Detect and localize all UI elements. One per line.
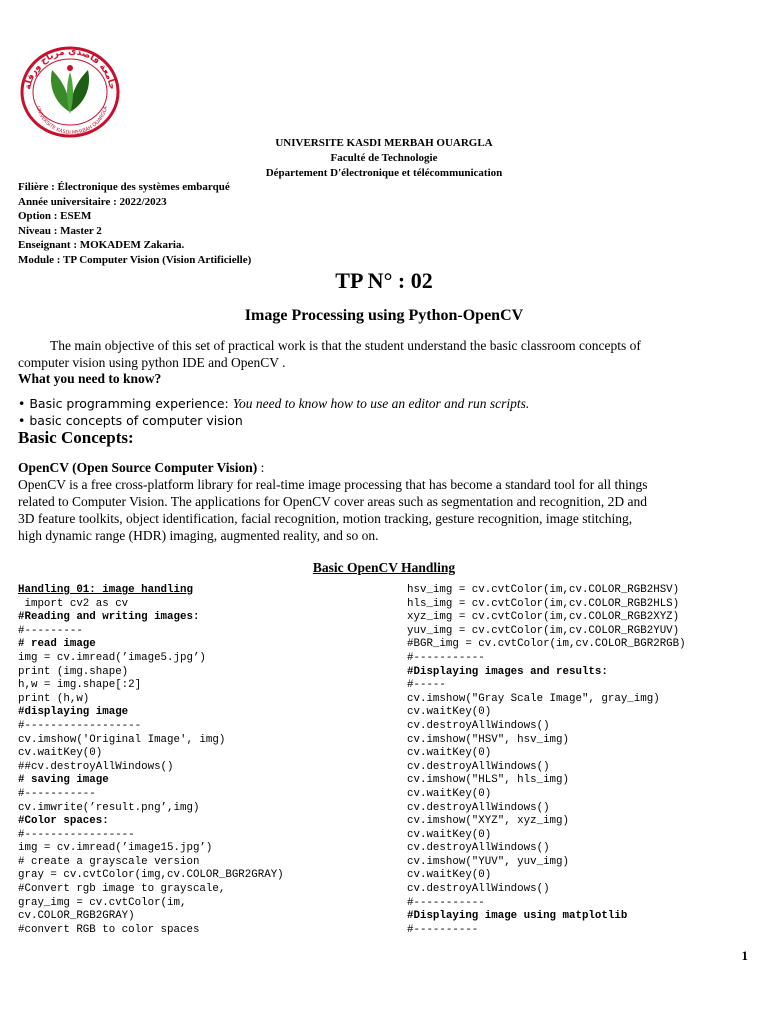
opencv-label: OpenCV (Open Source Computer Vision) [18,460,258,475]
course-info [18,180,251,267]
opencv-colon: : [257,460,265,475]
code-line: cv.waitKey(0) [407,706,492,719]
code-line: #----------- [18,787,96,800]
code-line: #----- [407,679,446,692]
document-title: TP N° : 02 [335,268,433,293]
code-line: yuv_img = cv.cvtColor(im,cv.COLOR_RGB2YUV) [407,624,680,637]
code-line: cv.imshow("HSV", hsv_img) [407,733,569,746]
bullet-item [18,396,529,412]
code-line: cv.waitKey(0) [407,747,492,760]
document-subtitle: Image Processing using Python-OpenCV [244,307,524,324]
university-logo [16,40,124,140]
university-name: UNIVERSITE KASDI MERBAH OUARGLA [275,137,493,149]
info-line: Niveau : Master 2 [18,224,102,237]
code-line: cv.COLOR_RGB2GRAY) [18,910,135,923]
code-line: cv.destroyAllWindows() [407,842,550,855]
info-line: Filière : Électronique des systèmes embarqué [18,181,230,193]
code-line: #----------------- [18,828,135,841]
code-line: #convert RGB to color spaces [18,923,200,936]
intro-line: computer vision using python IDE and OpenCV . [18,355,286,370]
opencv-line: high dynamic range (HDR) imaging, augmented reality, and so on. [18,528,379,543]
code-line: # read image [18,638,96,651]
code-line: import cv2 as cv [18,597,129,610]
code-line: hsv_img = cv.cvtColor(im,cv.COLOR_RGB2HSV) [407,584,680,596]
header [0,136,768,181]
code-line: #BGR_img = cv.cvtColor(im,cv.COLOR_BGR2RGB) [407,638,686,651]
info-line: Module : TP Computer Vision (Vision Artificielle) [18,253,252,266]
code-line: cv.imshow("YUV", yuv_img) [407,855,569,868]
bullet-lead: • Basic programming experience: [18,396,233,411]
code-line: cv.imshow('Original Image', img) [18,733,226,746]
section-title-text: Basic OpenCV Handling [312,560,456,575]
code-line: cv.waitKey(0) [18,747,103,760]
code-line: cv.destroyAllWindows() [407,801,550,814]
code-line: gray = cv.cvtColor(img,cv.COLOR_BGR2GRAY) [18,869,284,882]
code-column-right [407,584,686,937]
svg-text:UNIVERSITE KASDI MERBAH OUARGL: UNIVERSITE KASDI MERBAH OUARGLA [34,105,110,137]
department-name: Département D'électronique et télécommunication [265,167,503,179]
code-line: xyz_img = cv.cvtColor(im,cv.COLOR_RGB2XYZ) [407,611,680,624]
bullet-item [18,413,243,428]
code-line: #Displaying image using matplotlib [407,910,628,923]
code-line: #Color spaces: [18,815,109,828]
page-number: 1 [741,948,748,963]
code-line: #------------------ [18,719,142,732]
code-line: #Convert rgb image to grayscale, [18,883,226,896]
code-line: img = cv.imread(’image15.jpg’) [18,842,213,855]
code-line: cv.imshow("HLS", hls_img) [407,774,569,787]
faculty-name: Faculté de Technologie [330,152,438,164]
info-line: Option : ESEM [18,210,92,222]
code-line: hls_img = cv.cvtColor(im,cv.COLOR_RGB2HLS) [407,597,680,610]
code-line: cv.destroyAllWindows() [407,883,550,896]
code-line: cv.waitKey(0) [407,828,492,841]
basic-concepts-heading: Basic Concepts: [18,428,134,447]
opencv-paragraph [18,459,750,544]
code-line: #Reading and writing images: [18,611,200,624]
code-line: #----------- [407,896,485,909]
bullet-lead: • basic concepts of computer vision [18,413,243,428]
code-line: ##cv.destroyAllWindows() [18,760,174,773]
svg-text:جامعة قاصدي مرباح ورقلة: جامعة قاصدي مرباح ورقلة [23,46,117,91]
code-line: print (img.shape) [18,665,129,678]
code-line: cv.imshow("XYZ", xyz_img) [407,815,569,828]
code-line: cv.waitKey(0) [407,869,492,882]
section-title [0,560,768,576]
what-you-need-heading: What you need to know? [18,371,162,386]
code-line: cv.waitKey(0) [407,787,492,800]
code-line: cv.destroyAllWindows() [407,760,550,773]
code-column-left [18,584,284,937]
code-line: cv.imshow("Gray Scale Image", gray_img) [407,692,660,705]
code-line: cv.imwrite(’result.png’,img) [18,801,200,814]
opencv-line: related to Computer Vision. The applications for OpenCV cover areas such as segmentation and recognition, 2D and [18,494,648,509]
code-line: #---------- [407,923,479,936]
info-line: Enseignant : MOKADEM Zakaria. [18,239,185,251]
code-line: Handling 01: image handling [18,584,193,596]
intro-paragraph [18,337,750,371]
code-line: img = cv.imread(’image5.jpg’) [18,651,206,664]
code-line: # create a grayscale version [18,855,200,868]
code-line: gray_img = cv.cvtColor(im, [18,896,187,909]
code-line: print (h,w) [18,692,90,705]
opencv-line: OpenCV is a free cross-platform library for real-time image processing that has become a standard tool for all things [18,477,648,492]
code-line: #displaying image [18,706,129,719]
opencv-line: 3D feature toolkits, object identification, facial recognition, motion tracking, gesture recognition, image stitching, [18,511,633,526]
code-line: #--------- [18,624,83,637]
code-line: h,w = img.shape[:2] [18,679,142,692]
bullet-emphasis: You need to know how to use an editor and run scripts. [232,396,530,411]
code-line: # saving image [18,774,109,787]
code-line: #----------- [407,651,485,664]
code-line: cv.destroyAllWindows() [407,719,550,732]
info-line: Année universitaire : 2022/2023 [18,195,167,208]
code-line: #Displaying images and results: [407,665,608,678]
intro-line: The main objective of this set of practical work is that the student understand the basic classroom concepts of [50,338,641,353]
